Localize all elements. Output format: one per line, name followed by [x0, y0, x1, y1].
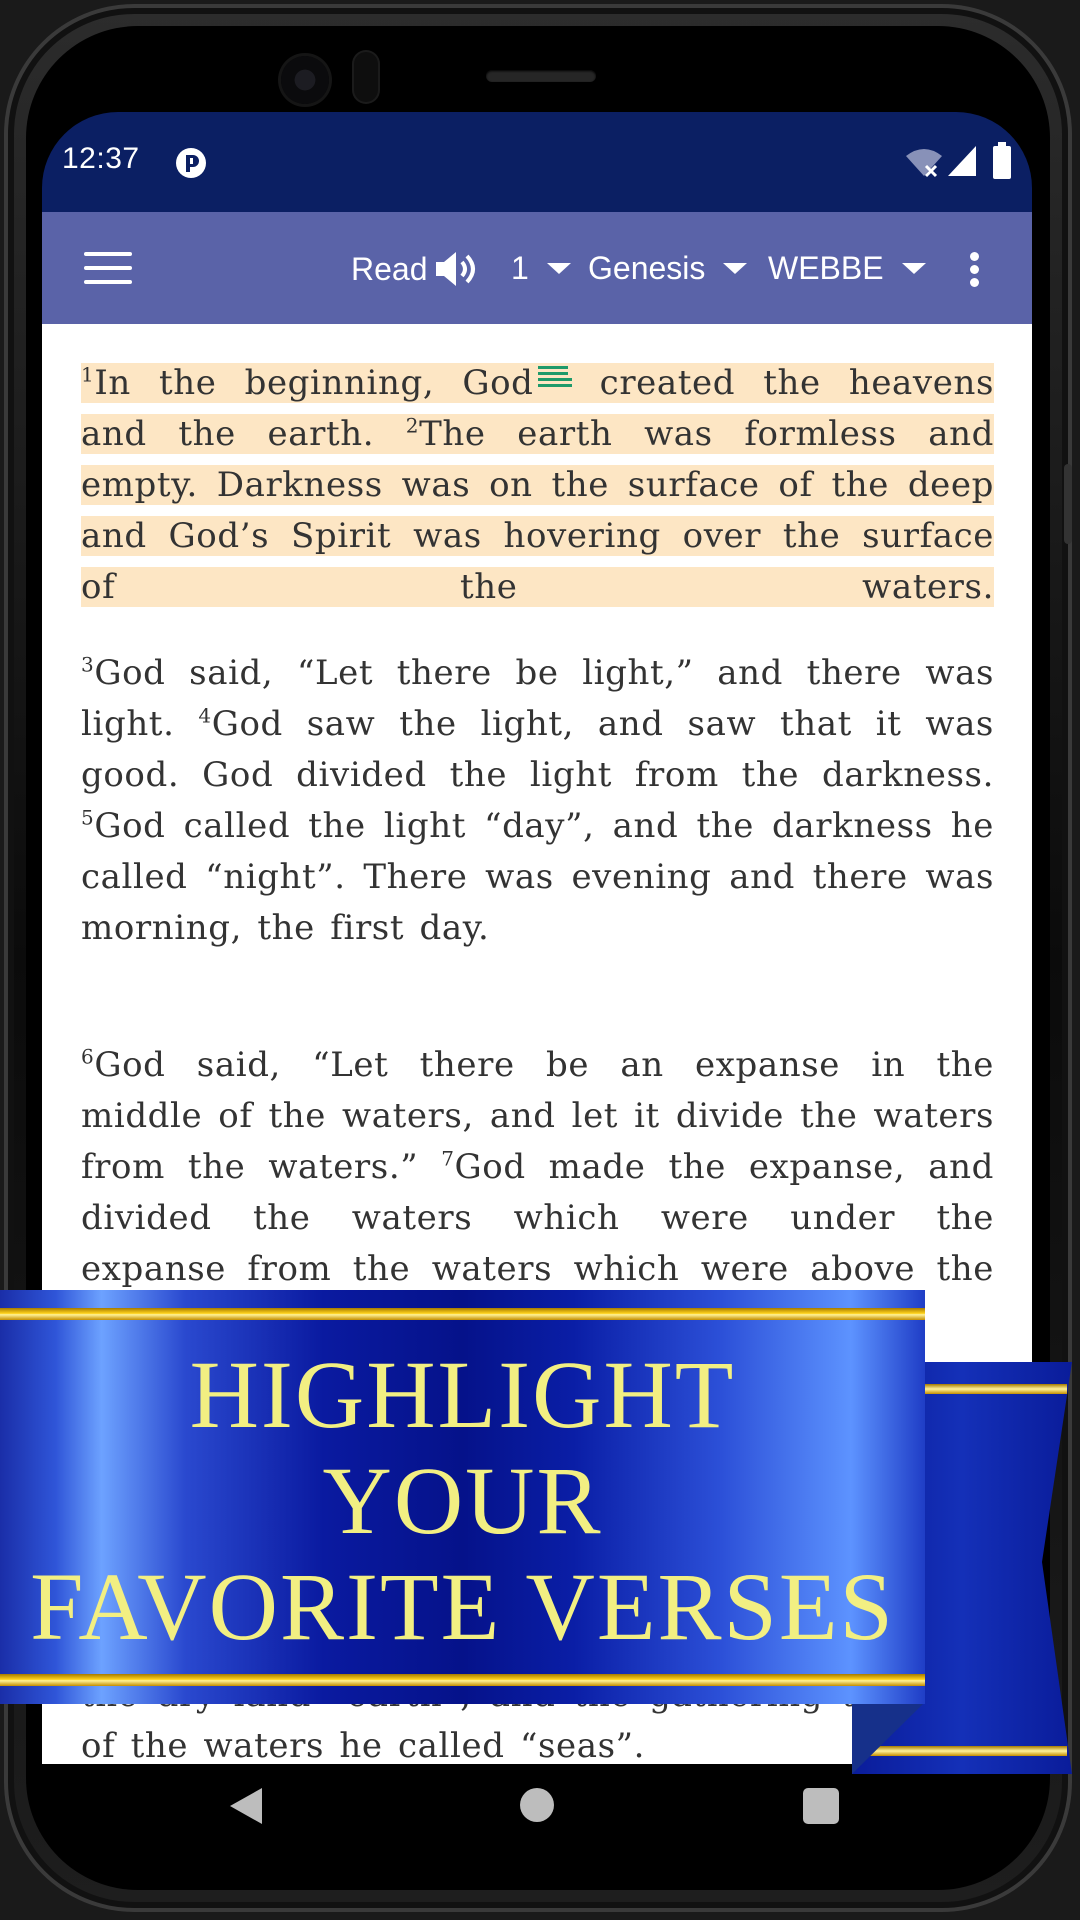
note-icon[interactable]	[538, 366, 572, 388]
back-icon[interactable]	[230, 1788, 262, 1824]
verse-2-text: The earth was formless and empty. Darkness was on the surface of the deep and God’s Spirit was hovering over the surface of the waters.	[81, 414, 994, 607]
chevron-down-icon	[547, 263, 571, 274]
translation-dropdown[interactable]	[768, 250, 926, 287]
banner-text	[0, 1342, 925, 1660]
verse-6-text[interactable]: God said, “Let there be an expanse in the middle of the waters, and let it divide the waters from the waters.”	[81, 1045, 994, 1187]
status-time: 12:37	[62, 142, 140, 175]
speaker-icon	[434, 250, 480, 288]
verse-number: 4	[198, 703, 212, 728]
chapter-dropdown[interactable]	[511, 250, 571, 287]
translation-value: WEBBE	[768, 250, 884, 286]
front-camera	[281, 56, 329, 104]
verse-4-text[interactable]: God saw the light, and saw that it was good. God divided the light from the darkness.	[81, 704, 994, 795]
highlighted-verses[interactable]	[81, 363, 994, 607]
app-bar	[42, 212, 1032, 324]
verse-number: 3	[81, 652, 95, 677]
read-aloud-button[interactable]	[351, 250, 480, 288]
recents-icon[interactable]	[803, 1788, 839, 1824]
verse-5-text[interactable]: God called the light “day”, and the darkness he called “night”. There was evening and there was morning, the first day.	[81, 806, 994, 948]
chapter-value: 1	[511, 250, 529, 286]
proximity-sensor	[354, 52, 378, 102]
read-label: Read	[351, 250, 428, 287]
earpiece-speaker	[486, 70, 596, 82]
verse-number: 7	[441, 1146, 455, 1171]
verse-1-text-end: created the heavens and the earth.	[81, 363, 994, 454]
chevron-down-icon	[902, 263, 926, 274]
verse-10-text[interactable]: of the waters he called “seas”.	[81, 1726, 646, 1764]
wifi-off-icon	[904, 146, 944, 178]
menu-icon[interactable]	[84, 252, 132, 284]
more-options-icon[interactable]	[968, 252, 980, 288]
banner-line-1: HIGHLIGHT	[189, 1341, 736, 1448]
banner-gold-band	[0, 1308, 925, 1320]
promo-banner	[0, 1290, 925, 1704]
verse-number: 2	[405, 413, 420, 438]
paragraph-2	[81, 648, 994, 954]
battery-icon	[992, 142, 1012, 180]
banner-line-2: YOUR	[322, 1447, 603, 1554]
verse-7-text[interactable]: God made the expanse, and divided the waters which were under the expanse from the waters which were above the	[81, 1147, 994, 1289]
verse-3-text[interactable]: God said, “Let there be light,” and there was light.	[81, 653, 994, 744]
verse-1-text-start: In the beginning, God	[94, 363, 534, 403]
verse-number: 1	[81, 362, 95, 387]
verse-number: 5	[81, 805, 95, 830]
paragraph-1	[81, 358, 994, 613]
verse-number: 6	[81, 1044, 95, 1069]
book-dropdown[interactable]	[588, 250, 747, 287]
banner-line-3: FAVORITE VERSES	[30, 1553, 895, 1660]
chevron-down-icon	[723, 263, 747, 274]
book-value: Genesis	[588, 250, 706, 286]
signal-icon	[946, 144, 978, 178]
home-icon[interactable]	[520, 1788, 554, 1822]
navigation-bar	[42, 1764, 1032, 1852]
status-bar	[42, 112, 1032, 212]
side-button	[1064, 464, 1072, 544]
banner-gold-band	[0, 1674, 925, 1686]
app-notification-icon	[174, 146, 208, 180]
